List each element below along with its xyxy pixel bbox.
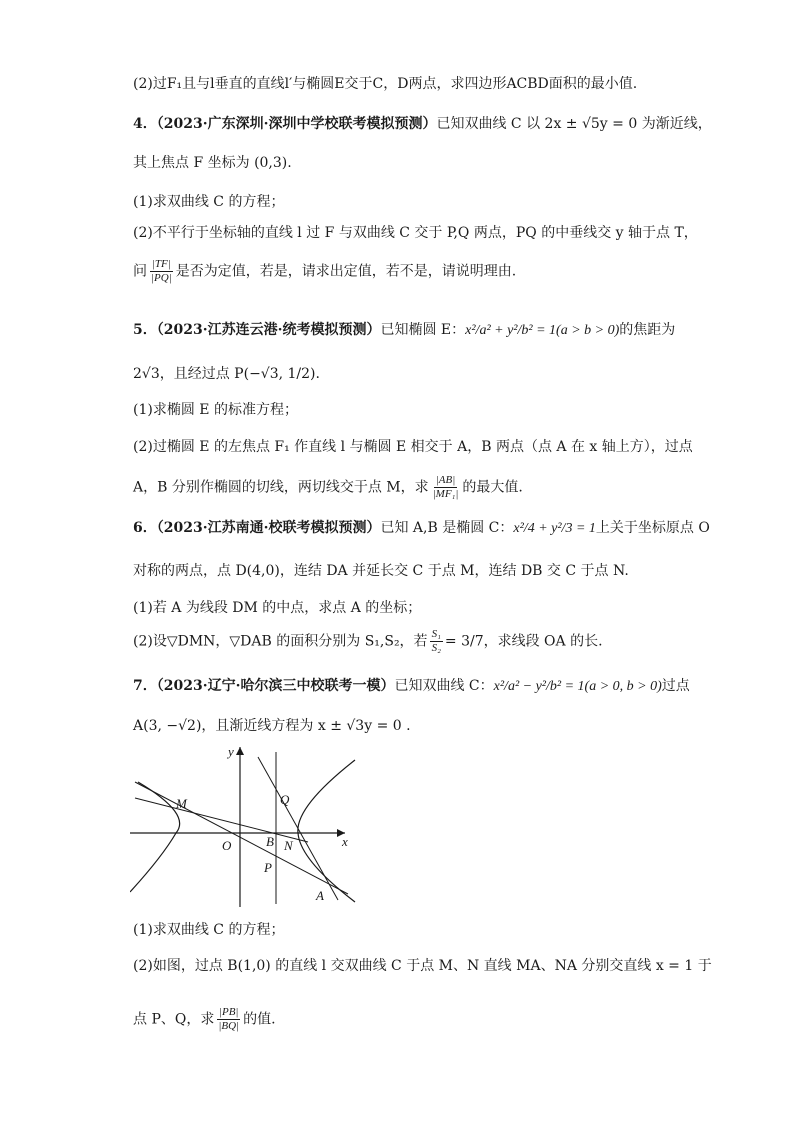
fraction-num: S₁ bbox=[431, 628, 441, 640]
problem5-q2a: (2)过椭圆 E 的左焦点 F₁ 作直线 l 与椭圆 E 相交于 A，B 两点（点 A 在 x 轴上方），过点 bbox=[133, 439, 693, 455]
line-MA bbox=[135, 782, 348, 894]
text: 是否为定值，若是，请求出定值，若不是，请说明理由. bbox=[175, 263, 517, 280]
y-axis-arrow bbox=[236, 747, 244, 755]
problem-source: （2023·江苏连云港·统考模拟预测） bbox=[156, 322, 381, 338]
fraction bbox=[216, 1006, 241, 1033]
fraction-den: S₂ bbox=[431, 642, 441, 654]
label-P: P bbox=[264, 860, 272, 875]
label-Q: Q bbox=[280, 792, 290, 807]
text: 已知 A,B 是椭圆 C： bbox=[380, 520, 514, 536]
problem5-stem bbox=[133, 320, 675, 341]
text: 已知双曲线 C： bbox=[394, 678, 494, 694]
label-x: x bbox=[342, 834, 348, 849]
problem7-stem-b: A(3, −√2)，且渐近线方程为 x ± √3y = 0 . bbox=[133, 718, 411, 734]
fraction-num: |PB| bbox=[218, 1006, 239, 1018]
problem6-stem bbox=[133, 518, 710, 539]
problem7-q2b bbox=[133, 1006, 276, 1033]
label-O: O bbox=[222, 838, 232, 853]
line-NA bbox=[258, 757, 338, 900]
problem4-q1: (1)求双曲线 C 的方程； bbox=[133, 194, 285, 210]
text: (2)设▽DMN，▽DAB 的面积分别为 S₁,S₂，若 bbox=[133, 633, 428, 650]
fraction-den: |MF₁| bbox=[432, 488, 459, 500]
problem5-q1: (1)求椭圆 E 的标准方程； bbox=[133, 402, 298, 418]
problem7-q2a: (2)如图，过点 B(1,0) 的直线 l 交双曲线 C 于点 M、N 直线 MA、NA 分别交直线 x = 1 于 bbox=[133, 958, 712, 974]
fraction-den: |PQ| bbox=[151, 272, 172, 284]
problem-source: （2023·江苏南通·校联考模拟预测） bbox=[156, 520, 381, 536]
label-N: N bbox=[284, 838, 293, 853]
equation: x²/a² + y²/b² = 1(a > b > 0) bbox=[465, 323, 620, 338]
problem-number: 7． bbox=[133, 678, 157, 694]
text: 的焦距为 bbox=[619, 322, 676, 338]
text: = 3/7 bbox=[444, 633, 484, 650]
fraction-num: |TF| bbox=[151, 258, 171, 270]
label-B: B bbox=[266, 834, 274, 849]
fraction-den: |BQ| bbox=[218, 1020, 240, 1032]
text: 已知椭圆 E： bbox=[380, 322, 466, 338]
problem6-q1: (1)若 A 为线段 DM 的中点，求点 A 的坐标； bbox=[133, 600, 422, 616]
text: 上关于坐标原点 O bbox=[595, 520, 710, 536]
text: 问 bbox=[133, 263, 147, 280]
problem4-stem-b: 其上焦点 F 坐标为 (0,3). bbox=[133, 155, 292, 171]
label-y: y bbox=[228, 744, 234, 759]
problem-number: 5． bbox=[133, 322, 157, 338]
text: 过点 bbox=[661, 678, 690, 694]
problem5-stem-b: 2√3，且经过点 P(−√3, 1/2). bbox=[133, 366, 320, 382]
fraction bbox=[431, 474, 461, 501]
text: ，求线段 OA 的长. bbox=[483, 633, 603, 650]
problem7-stem bbox=[133, 676, 690, 697]
fraction-num: |AB| bbox=[435, 474, 456, 486]
hyperbola-right-branch bbox=[298, 760, 355, 902]
text: 点 P、Q，求 bbox=[133, 1011, 215, 1028]
label-A: A bbox=[316, 888, 324, 903]
problem-source: （2023·辽宁·哈尔滨三中校联考一模） bbox=[156, 678, 395, 694]
problem7-q1: (1)求双曲线 C 的方程； bbox=[133, 922, 285, 938]
text: A，B 分别作椭圆的切线，两切线交于点 M，求 bbox=[133, 479, 429, 496]
problem-number: 6． bbox=[133, 520, 157, 536]
problem-stem: 已知双曲线 C 以 2x ± √5y = 0 为渐近线， bbox=[436, 116, 712, 132]
problem6-stem-b: 对称的两点，点 D(4,0)，连结 DA 并延长交 C 于点 M，连结 DB 交 C 于点 N. bbox=[133, 563, 629, 579]
problem6-q2 bbox=[133, 628, 603, 655]
label-M: M bbox=[176, 796, 187, 811]
hyperbola-figure bbox=[130, 742, 360, 907]
problem3-q2: (2)过F₁且与l垂直的直线l′与椭圆E交于C，D两点，求四边形ACBD面积的最小值. bbox=[133, 76, 638, 92]
text: 的值. bbox=[243, 1011, 276, 1028]
equation: x²/a² − y²/b² = 1(a > 0, b > 0) bbox=[493, 679, 662, 694]
problem-source: （2023·广东深圳·深圳中学校联考模拟预测） bbox=[156, 116, 437, 132]
problem-number: 4． bbox=[133, 116, 157, 132]
problem4-stem bbox=[133, 114, 712, 134]
equation: x²/4 + y²/3 = 1 bbox=[513, 521, 596, 536]
fraction bbox=[430, 628, 443, 655]
text: 的最大值. bbox=[462, 479, 523, 496]
problem4-q2a: (2)不平行于坐标轴的直线 l 过 F 与双曲线 C 交于 P,Q 两点，PQ 的中垂线交 y 轴于点 T， bbox=[133, 225, 698, 241]
problem5-q2b bbox=[133, 474, 523, 501]
fraction bbox=[149, 258, 174, 285]
problem4-q2b bbox=[133, 258, 516, 285]
